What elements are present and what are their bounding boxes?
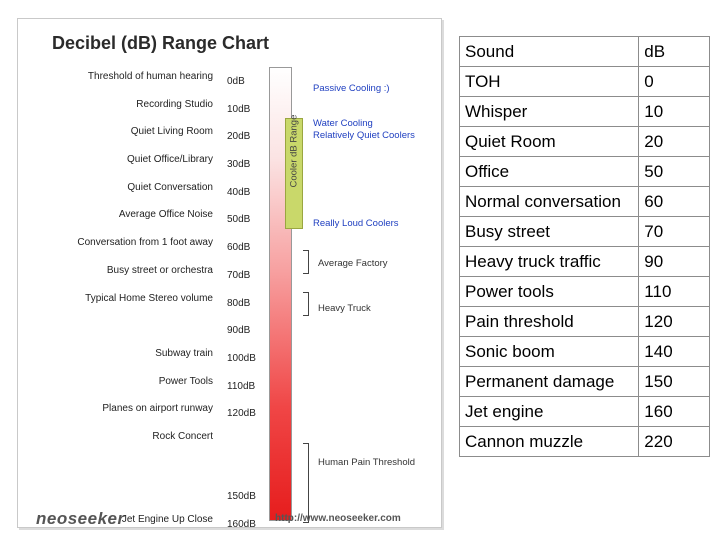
db-cell: 120 xyxy=(639,307,710,337)
db-level-label: 160dB xyxy=(227,519,256,528)
decibel-table xyxy=(459,36,710,457)
table-row xyxy=(460,97,710,127)
neoseeker-logo: neoseeker xyxy=(36,509,125,528)
sound-label: Recording Studio xyxy=(136,98,213,110)
source-url: http://www.neoseeker.com xyxy=(275,513,401,524)
sound-cell: Pain threshold xyxy=(460,307,639,337)
annotation-quiet-coolers: Relatively Quiet Coolers xyxy=(313,130,415,141)
db-cell: 110 xyxy=(639,277,710,307)
annotation-heavy-truck: Heavy Truck xyxy=(318,303,371,314)
table-row xyxy=(460,67,710,97)
sound-cell: Whisper xyxy=(460,97,639,127)
sound-label: Quiet Conversation xyxy=(127,181,213,193)
sound-cell: Normal conversation xyxy=(460,187,639,217)
db-cell: 160 xyxy=(639,397,710,427)
truck-bracket xyxy=(303,292,309,316)
table-row xyxy=(460,427,710,457)
sound-label: Power Tools xyxy=(158,375,213,387)
annotation-passive-cooling: Passive Cooling :) xyxy=(313,83,390,94)
db-cell: 10 xyxy=(639,97,710,127)
db-level-label: 0dB xyxy=(227,76,245,87)
db-cell: 0 xyxy=(639,67,710,97)
sound-cell: Sonic boom xyxy=(460,337,639,367)
sound-label: Conversation from 1 foot away xyxy=(77,237,213,249)
sound-cell: Office xyxy=(460,157,639,187)
table-row xyxy=(460,367,710,397)
factory-bracket xyxy=(303,250,309,274)
sound-label: Quiet Office/Library xyxy=(127,154,213,166)
sound-cell: Cannon muzzle xyxy=(460,427,639,457)
db-level-label: 10dB xyxy=(227,103,251,115)
db-cell: 220 xyxy=(639,427,710,457)
sound-label: Quiet Living Room xyxy=(130,126,213,138)
db-level-label: 70dB xyxy=(227,269,251,281)
sound-label: Planes on airport runway xyxy=(102,403,213,415)
db-level-label: 40dB xyxy=(227,186,251,198)
annotation-average-factory: Average Factory xyxy=(318,258,388,269)
db-level-label: 150dB xyxy=(227,491,256,503)
header-sound: Sound xyxy=(460,37,639,67)
sound-label: Busy street or orchestra xyxy=(106,264,213,276)
db-level-label: 90dB xyxy=(227,325,251,337)
db-cell: 70 xyxy=(639,217,710,247)
db-cell: 50 xyxy=(639,157,710,187)
annotation-water-cooling: Water Cooling xyxy=(313,118,373,129)
table-row xyxy=(460,217,710,247)
db-cell: 60 xyxy=(639,187,710,217)
chart-title: Decibel (dB) Range Chart xyxy=(52,33,270,53)
table-row xyxy=(460,337,710,367)
table-row xyxy=(460,127,710,157)
db-level-label: 50dB xyxy=(227,214,251,226)
table-row xyxy=(460,157,710,187)
sound-label: Jet Engine Up Close xyxy=(121,514,213,525)
sound-cell: TOH xyxy=(460,67,639,97)
db-level-label: 100dB xyxy=(227,352,256,364)
sound-label: Average Office Noise xyxy=(118,209,213,221)
db-level-label: 110dB xyxy=(227,380,256,392)
table-header-row xyxy=(460,37,710,67)
sound-cell: Jet engine xyxy=(460,397,639,427)
sound-label: Rock Concert xyxy=(152,430,213,442)
cooler-range-label: Cooler dB Range xyxy=(288,114,300,188)
db-level-label: 20dB xyxy=(227,131,251,143)
sound-label: Typical Home Stereo volume xyxy=(85,292,213,304)
db-level-label: 30dB xyxy=(227,159,251,171)
header-db: dB xyxy=(639,37,710,67)
sound-label: Threshold of human hearing xyxy=(87,71,213,82)
sound-cell: Heavy truck traffic xyxy=(460,247,639,277)
sound-label: Subway train xyxy=(155,347,213,359)
table-row xyxy=(460,307,710,337)
annotation-loud-coolers: Really Loud Coolers xyxy=(313,218,399,229)
table-row xyxy=(460,247,710,277)
annotation-pain-threshold: Human Pain Threshold xyxy=(318,457,415,468)
decibel-chart-image xyxy=(17,18,442,528)
db-cell: 20 xyxy=(639,127,710,157)
sound-cell: Quiet Room xyxy=(460,127,639,157)
table-row xyxy=(460,187,710,217)
table-row xyxy=(460,277,710,307)
sound-cell: Busy street xyxy=(460,217,639,247)
db-cell: 140 xyxy=(639,337,710,367)
sound-cell: Permanent damage xyxy=(460,367,639,397)
pain-bracket xyxy=(303,443,309,523)
db-level-label: 60dB xyxy=(227,242,251,254)
db-level-label: 80dB xyxy=(227,297,251,309)
db-level-label: 120dB xyxy=(227,408,256,420)
table-row xyxy=(460,397,710,427)
db-cell: 90 xyxy=(639,247,710,277)
db-cell: 150 xyxy=(639,367,710,397)
sound-cell: Power tools xyxy=(460,277,639,307)
